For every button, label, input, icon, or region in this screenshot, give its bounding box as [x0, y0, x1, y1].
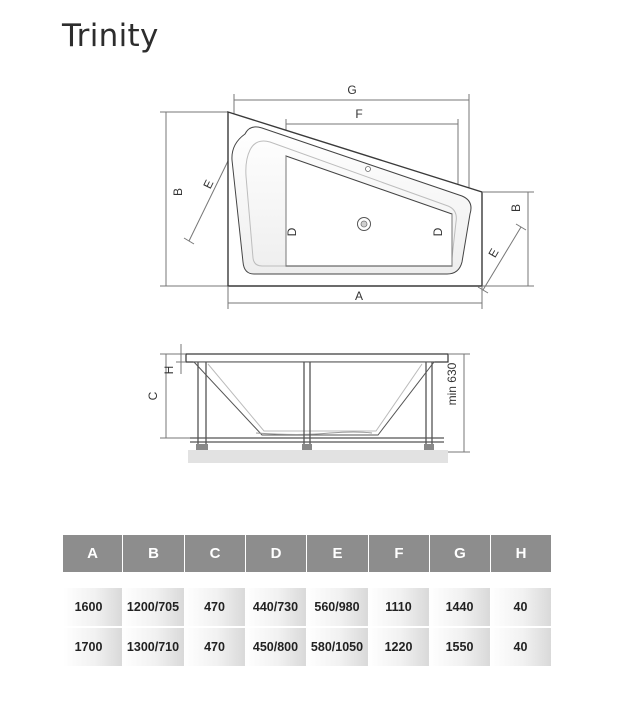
cell-d: 440/730 — [245, 588, 306, 626]
top-view — [160, 83, 534, 309]
label-a: A — [354, 289, 364, 303]
floor — [188, 450, 448, 463]
table-row — [63, 588, 551, 626]
header-a: A — [63, 535, 122, 572]
label-c: C — [146, 391, 160, 401]
cell-c: 470 — [184, 588, 245, 626]
table-row — [63, 628, 551, 666]
cell-g: 1550 — [429, 628, 490, 666]
cell-f: 1110 — [368, 588, 429, 626]
header-e: E — [306, 535, 368, 572]
dimension-b-right — [482, 192, 534, 286]
cell-a: 1700 — [63, 628, 122, 666]
overflow-icon — [366, 167, 371, 172]
header-h: H — [490, 535, 551, 572]
dimension-h — [176, 344, 186, 374]
cell-f: 1220 — [368, 628, 429, 666]
table-header-row — [63, 535, 551, 572]
cell-h: 40 — [490, 588, 551, 626]
label-min-height: min 630 — [445, 362, 459, 406]
cell-b: 1300/710 — [122, 628, 184, 666]
label-e-right: E — [485, 246, 502, 260]
header-d: D — [245, 535, 306, 572]
label-g: G — [347, 83, 357, 97]
cell-g: 1440 — [429, 588, 490, 626]
cell-a: 1600 — [63, 588, 122, 626]
cell-h: 40 — [490, 628, 551, 666]
header-c: C — [184, 535, 245, 572]
label-d-left: D — [285, 227, 299, 237]
product-title: Trinity — [62, 18, 159, 54]
cell-d: 450/800 — [245, 628, 306, 666]
side-rim — [186, 354, 448, 362]
dimensions-table — [63, 535, 551, 666]
dimension-e-right — [478, 224, 526, 293]
header-f: F — [368, 535, 429, 572]
label-h: H — [162, 365, 176, 375]
label-b-left: B — [171, 187, 185, 197]
label-e-left: E — [200, 177, 217, 191]
header-g: G — [429, 535, 490, 572]
cell-e: 560/980 — [306, 588, 368, 626]
cell-c: 470 — [184, 628, 245, 666]
label-f: F — [355, 107, 363, 121]
label-d-right: D — [431, 227, 445, 237]
dimension-b-left — [160, 112, 228, 286]
support-feet — [196, 444, 434, 450]
cell-b: 1200/705 — [122, 588, 184, 626]
cell-e: 580/1050 — [306, 628, 368, 666]
side-view — [146, 344, 470, 463]
label-b-right: B — [509, 203, 523, 213]
header-b: B — [122, 535, 184, 572]
